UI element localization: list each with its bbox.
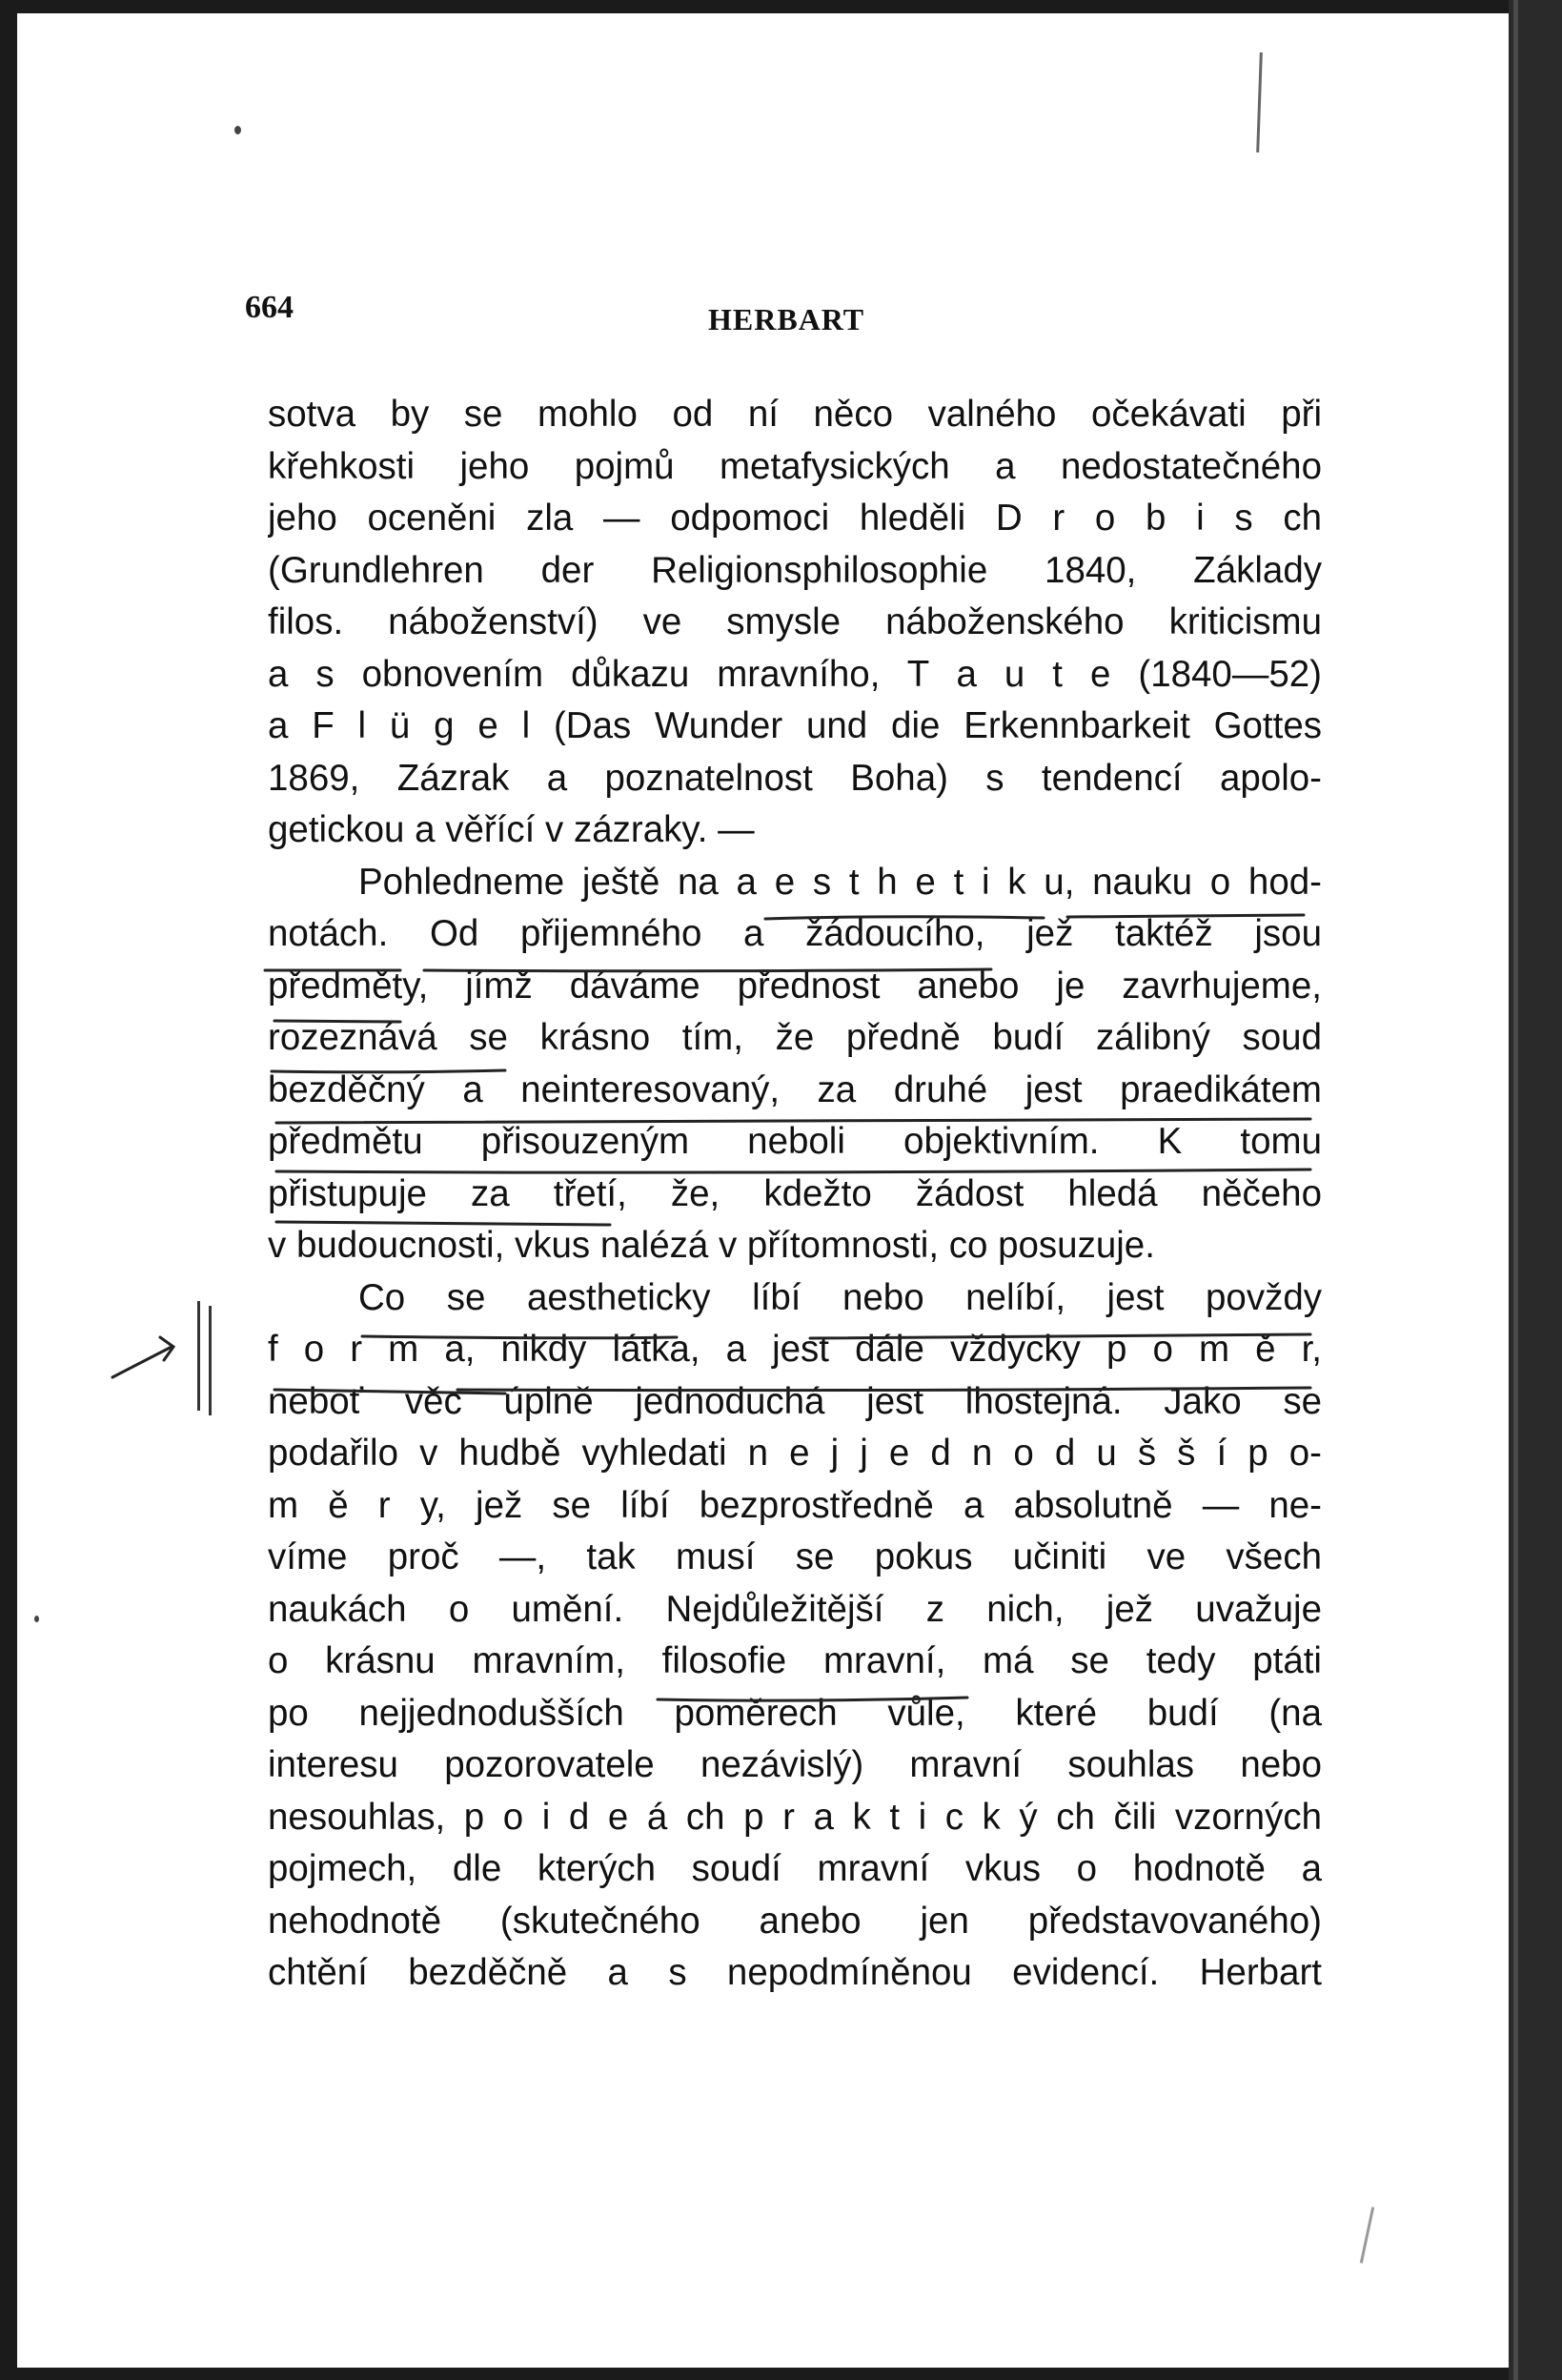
text-line: a F l ü g e l (Das Wunder und die Erkennbarkeit Gottes [268, 705, 1322, 746]
text-line: sotva by se mohlo od ní něco valného očekávati při [268, 394, 1322, 435]
text-line: a s obnovením důkazu mravního, T a u t e (1840—52) [268, 653, 1322, 695]
text-line: jeho oceněni zla — odpomoci hleděli D r o b i s ch [268, 498, 1322, 539]
text-line: nehodnotě (skutečného anebo jen představovaného) [268, 1900, 1322, 1942]
text-line: neboť věc úplně jednoduchá jest lhostejná. Jako se [268, 1380, 1322, 1422]
text-line: 1869, Zázrak a poznatelnost Boha) s tendencí apolo- [268, 757, 1322, 799]
text-line: předmětu přisouzeným neboli objektivním. K tomu [268, 1121, 1322, 1162]
margin-line [197, 1301, 200, 1411]
text-line: nesouhlas, p o i d e á ch p r a k t i c k ý ch čili vzorných [268, 1796, 1322, 1838]
text-line: Co se aestheticky líbí nebo nelíbí, jest povždy [358, 1276, 1322, 1318]
text-line: rozeznává se krásno tím, že předně budí zálibný soud [268, 1017, 1322, 1058]
text-line: přistupuje za třetí, že, kdežto žádost hledá něčeho [268, 1172, 1322, 1214]
text-line: naukách o umění. Nejdůležitější z nich, jež uvažuje [268, 1588, 1322, 1630]
margin-line [209, 1306, 212, 1415]
text-line: bezděčný a neinteresovaný, za druhé jest praedikátem [268, 1068, 1322, 1110]
text-line: interesu pozorovatele nezávislý) mravní souhlas nebo [268, 1744, 1322, 1785]
text-line: Pohledneme ještě na a e s t h e t i k u, nauku o hod- [358, 861, 1322, 903]
text-line: v budoucnosti, vkus nalézá v přítomnosti, co posuzuje. [268, 1225, 1155, 1266]
page-number: 664 [245, 290, 294, 325]
scan-speck [34, 1616, 39, 1622]
text-line: předměty, jímž dáváme přednost anebo je zavrhujeme, [268, 965, 1322, 1007]
text-line: m ě r y, jež se líbí bezprostředně a absolutně — ne- [268, 1484, 1322, 1526]
text-line: notách. Od přijemného a žádoucího, jež taktéž jsou [268, 913, 1322, 954]
text-line: f o r m a, nikdy látka, a jest dále vždycky p o m ě r, [268, 1329, 1322, 1370]
text-line: křehkosti jeho pojmů metafysických a nedostatečného [268, 445, 1322, 487]
text-line: víme proč —, tak musí se pokus učiniti ve všech [268, 1536, 1322, 1577]
running-head: HERBART [708, 302, 865, 336]
scan-speck [234, 126, 241, 134]
margin-arrow-icon [105, 1301, 219, 1415]
text-line: podařilo v hudbě vyhledati n e j j e d n o d u š š í p o- [268, 1433, 1322, 1474]
body-text [268, 389, 1322, 2000]
text-line: o krásnu mravním, filosofie mravní, má se tedy ptáti [268, 1640, 1322, 1681]
text-line: filos. náboženství) ve smysle náboženského kriticismu [268, 601, 1322, 642]
text-line: getickou a věřící v zázraky. — [268, 809, 755, 850]
scan-edge-line [1513, 0, 1518, 2380]
text-line: po nejjednodušších poměrech vůle, které budí (na [268, 1692, 1322, 1734]
text-line: (Grundlehren der Religionsphilosophie 1840, Základy [268, 549, 1322, 591]
text-line: pojmech, dle kterých soudí mravní vkus o hodnotě a [268, 1848, 1322, 1889]
text-line: chtění bezděčně a s nepodmíněnou evidencí. Herbart [268, 1952, 1322, 1993]
